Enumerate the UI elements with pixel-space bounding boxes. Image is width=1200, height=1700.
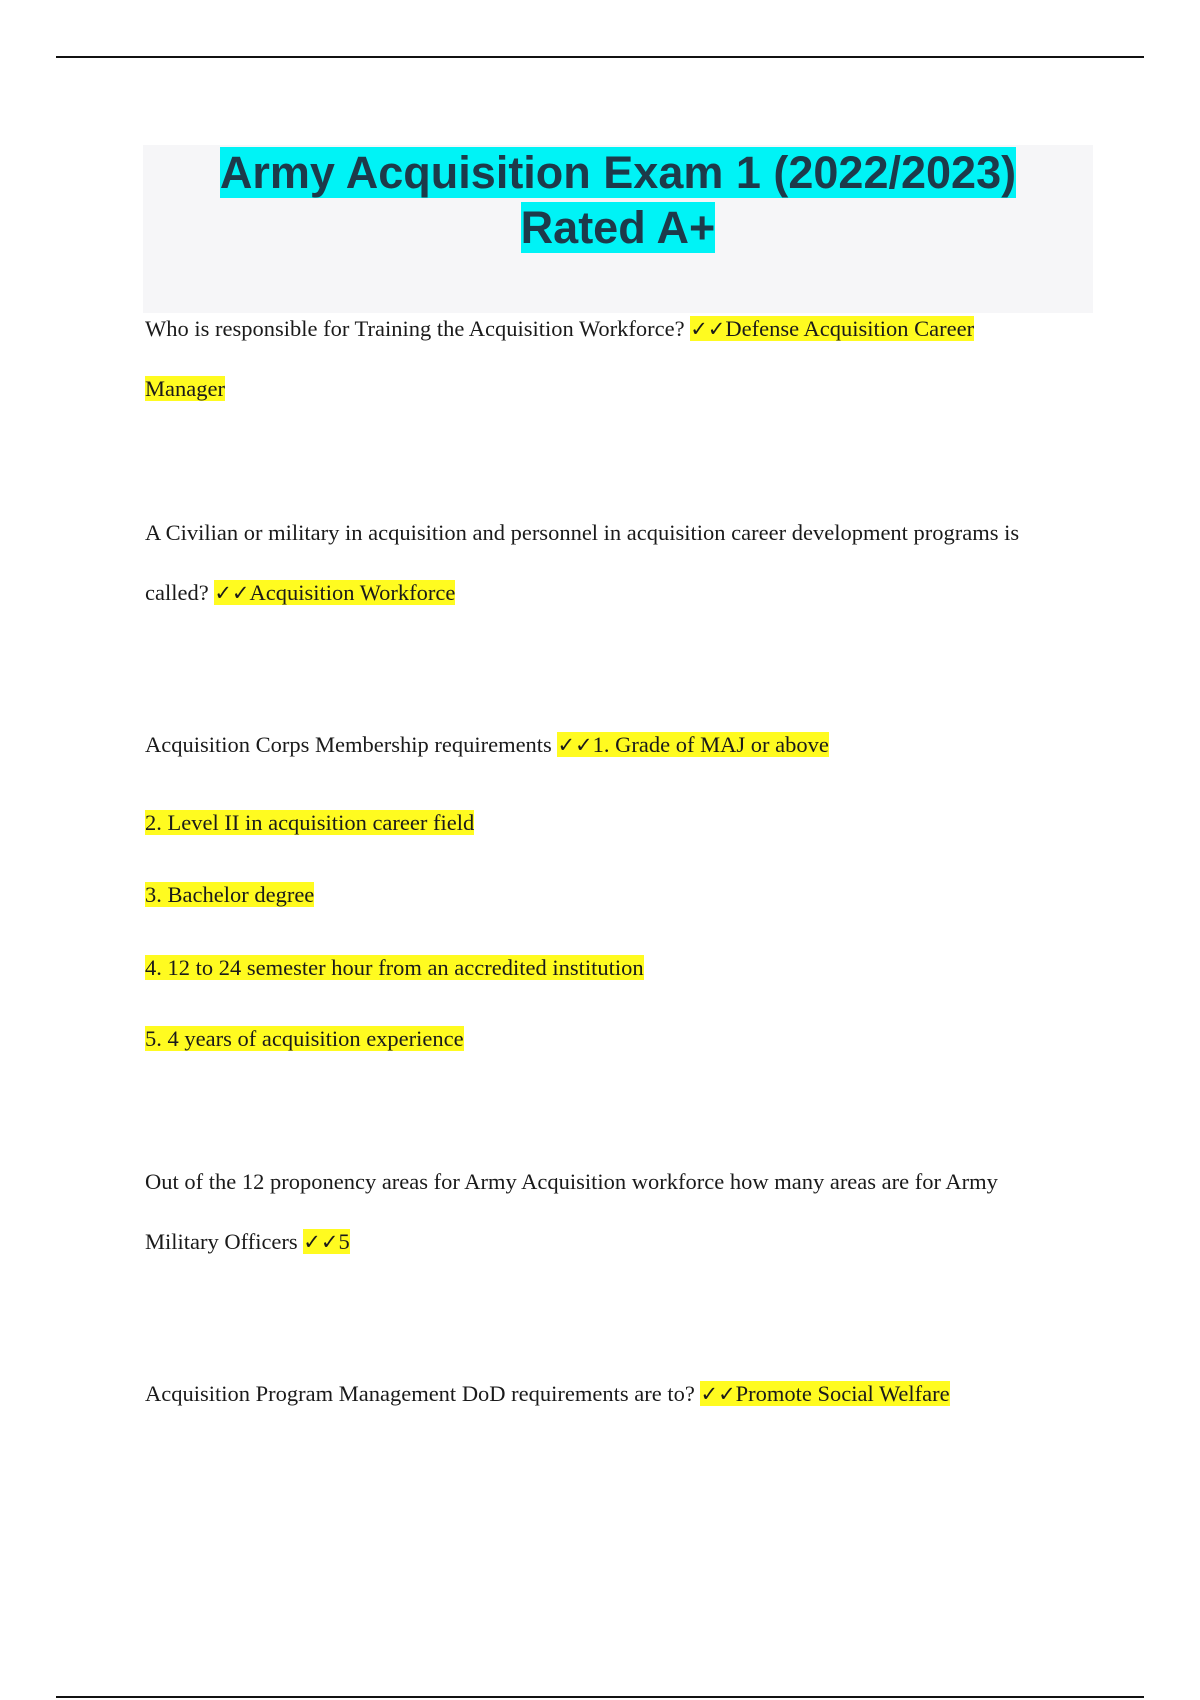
question-4-line-2: Military Officers xyxy=(145,1229,298,1254)
question-2-line-1: A Civilian or military in acquisition and personnel in acquisition career development programs is xyxy=(145,520,1020,545)
question-5-text: Acquisition Program Management DoD requirements are to? xyxy=(145,1381,695,1406)
answer-2-text: Acquisition Workforce xyxy=(249,580,456,605)
requirement-item: 4. 12 to 24 semester hour from an accredited institution xyxy=(145,955,644,980)
check-mark-icon: ✓✓ xyxy=(557,733,593,757)
answer-1-line-1: Defense Acquisition Career xyxy=(725,316,975,341)
answer-4 xyxy=(303,1229,349,1254)
answer-1 xyxy=(690,316,974,341)
question-2-line-2: called? xyxy=(145,580,209,605)
requirement-item: 3. Bachelor degree xyxy=(145,882,315,907)
check-mark-icon: ✓✓ xyxy=(214,581,250,605)
question-1 xyxy=(145,299,1095,419)
document-title-line-1: Army Acquisition Exam 1 (2022/2023) xyxy=(219,147,1017,198)
answer-5 xyxy=(700,1381,949,1406)
question-3-text: Acquisition Corps Membership requirements xyxy=(145,732,552,757)
footer-rule xyxy=(56,1696,1144,1698)
question-2 xyxy=(145,503,1095,623)
answer-2 xyxy=(214,580,455,605)
question-4 xyxy=(145,1152,1095,1272)
title-block xyxy=(143,145,1093,313)
question-1-text: Who is responsible for Training the Acquisition Workforce? xyxy=(145,316,685,341)
check-mark-icon: ✓✓ xyxy=(690,317,726,341)
check-mark-icon: ✓✓ xyxy=(700,1382,736,1406)
check-mark-icon: ✓✓ xyxy=(303,1230,339,1254)
question-3 xyxy=(145,715,1095,775)
answer-3-text: 1. Grade of MAJ or above xyxy=(592,732,829,757)
document-title-line-2: Rated A+ xyxy=(520,202,716,253)
question-4-line-1: Out of the 12 proponency areas for Army Acquisition workforce how many areas are for Army xyxy=(145,1169,998,1194)
header-rule xyxy=(56,56,1144,58)
answer-4-text: 5 xyxy=(338,1229,350,1254)
requirement-item: 2. Level II in acquisition career field xyxy=(145,810,475,835)
question-5 xyxy=(145,1364,1095,1424)
requirement-item: 5. 4 years of acquisition experience xyxy=(145,1026,464,1051)
answer-1-line-2: Manager xyxy=(145,376,225,401)
answer-3 xyxy=(557,732,828,757)
answer-5-text: Promote Social Welfare xyxy=(735,1381,950,1406)
